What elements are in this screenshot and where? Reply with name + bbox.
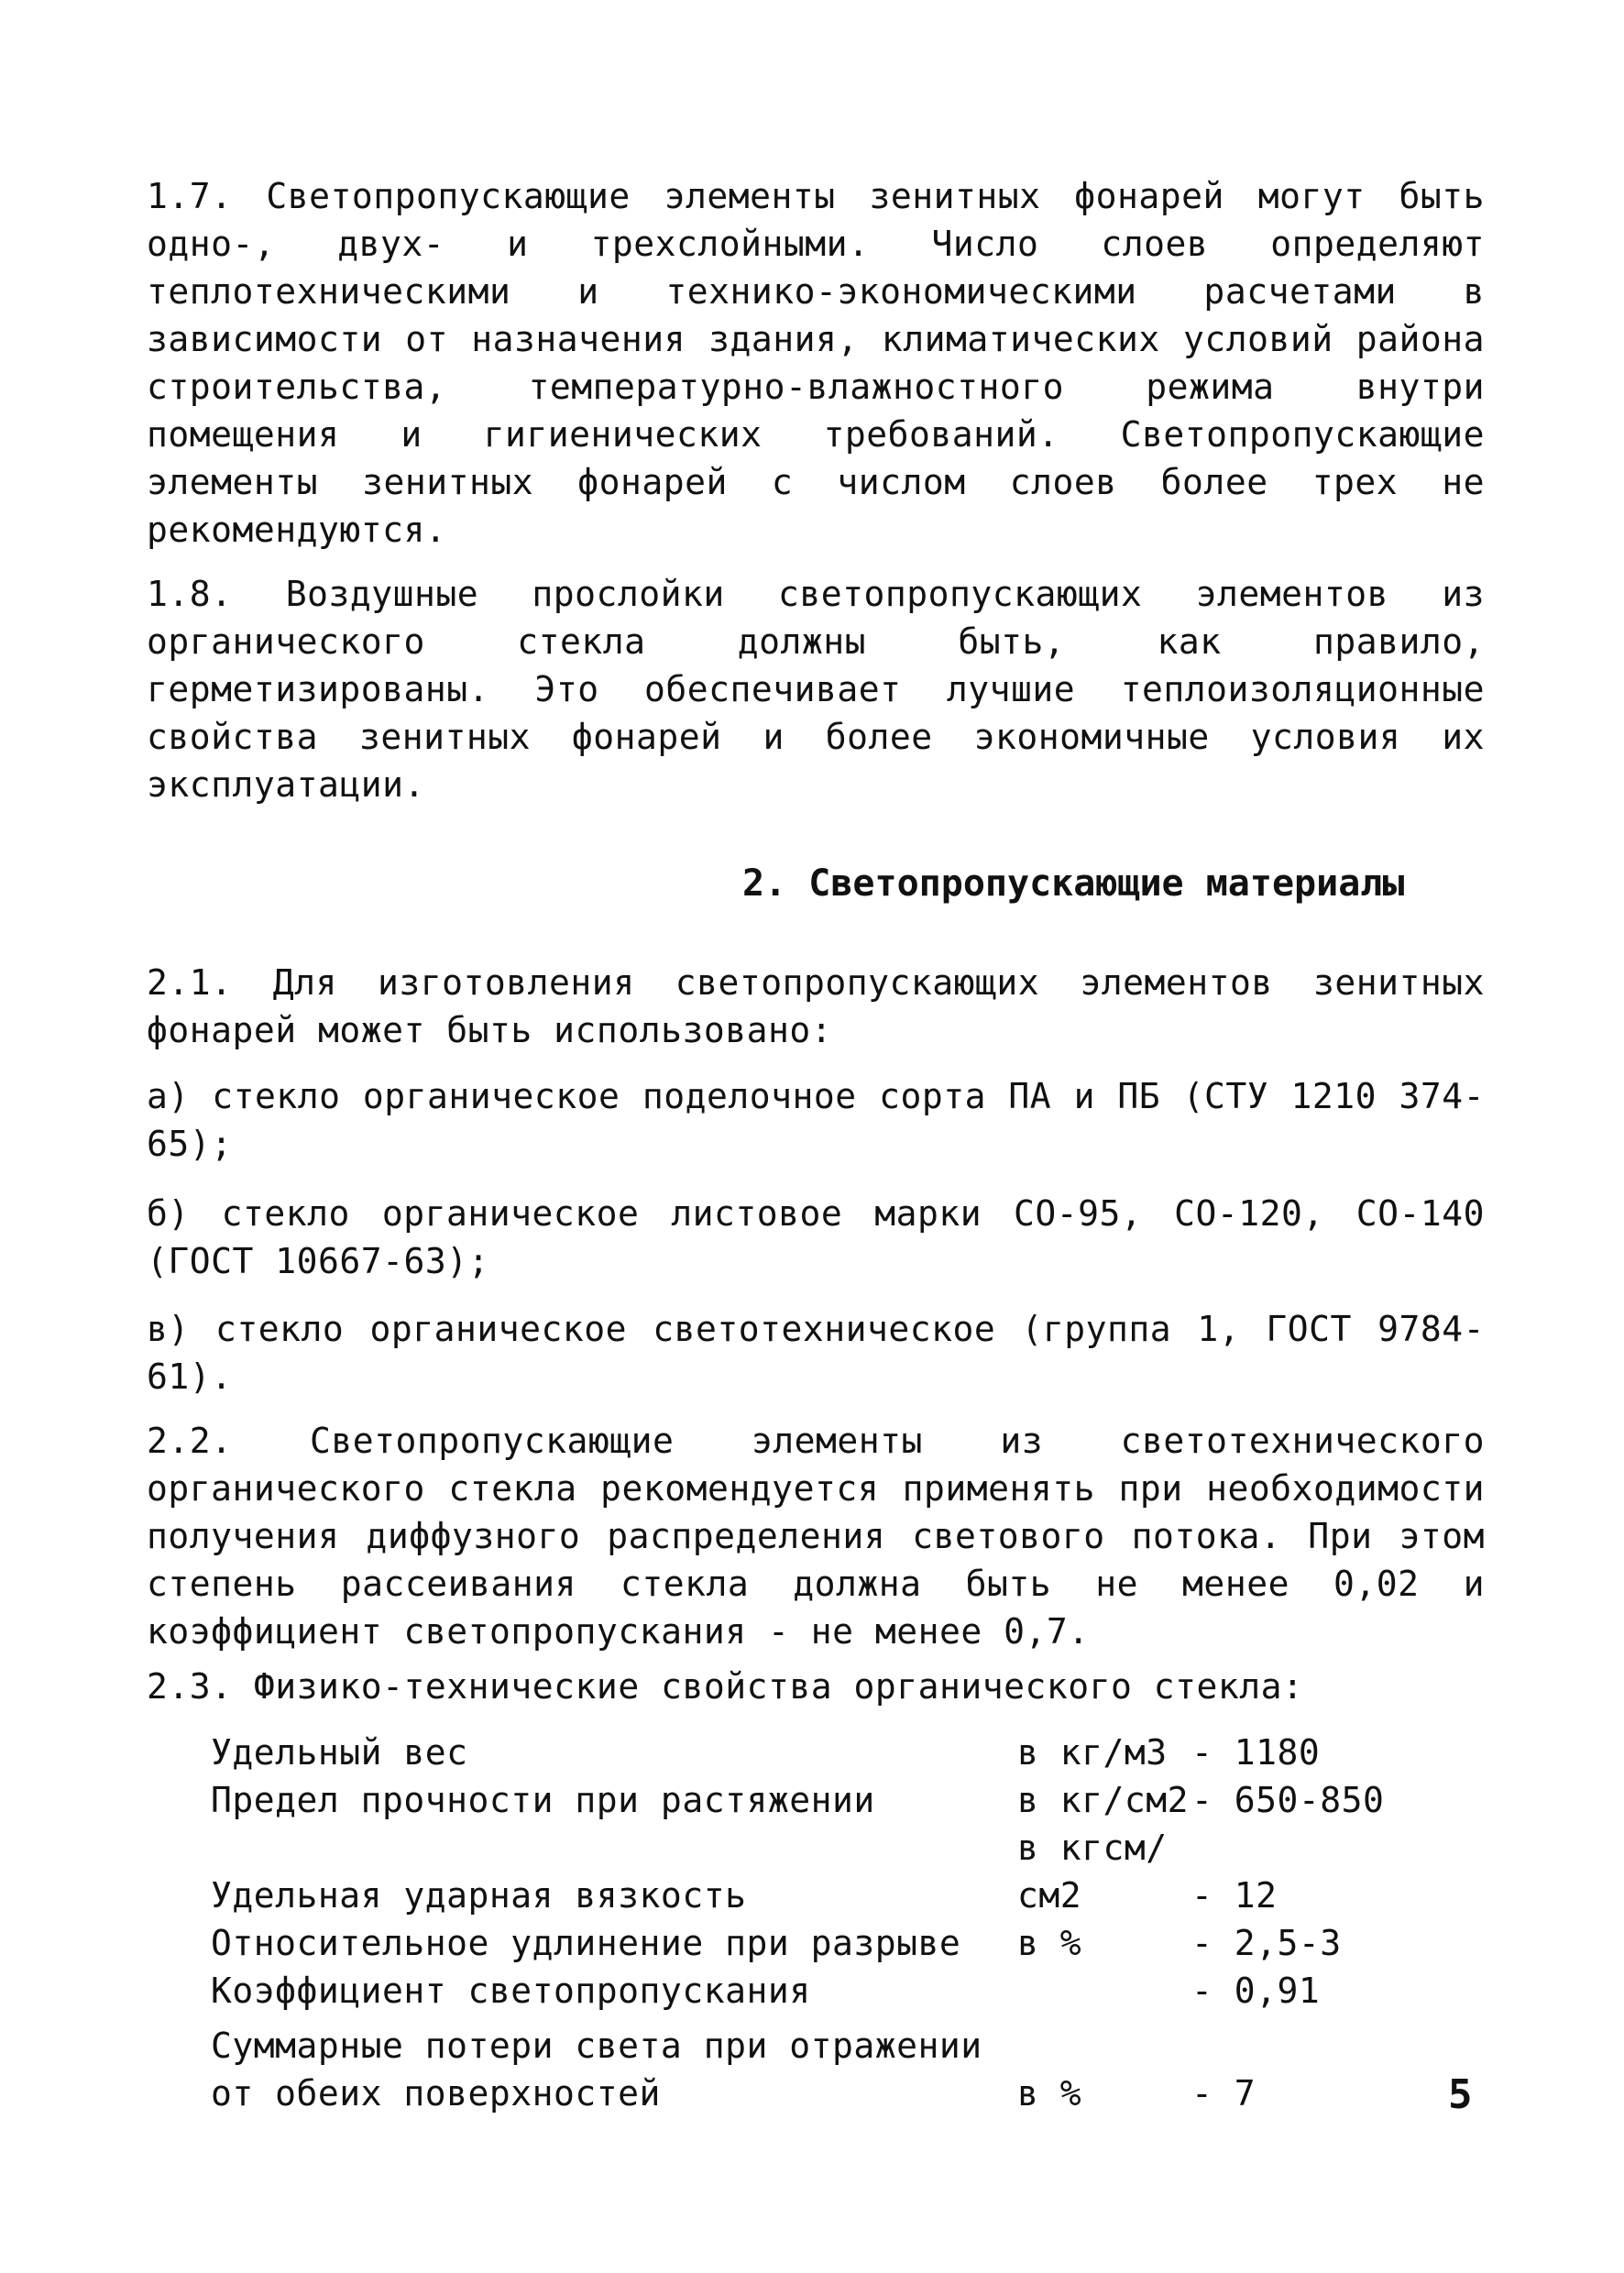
paragraph-2-2: 2.2. Светопропускающие элементы из светотехнического органического стекла рекомендуется применять при необходимости получения диффузного распределения светового потока. При этом степень рассеивания стекла должна быть не менее 0,02 и коэффициент светопропускания - не менее 0,7. [147,1421,1485,1652]
property-unit: в кгсм/см2 [1017,1828,1168,1916]
paragraph-2-1-a: а) стекло органическое поделочное сорта ПА и ПБ (СТУ 1210 374-65); [147,1076,1485,1164]
property-unit: в % [1017,2073,1082,2114]
paragraph-2-3: 2.3. Физико-технические свойства органического стекла: [147,1666,1304,1707]
property-value: - 0,91 [1191,1971,1321,2011]
table-row [211,1729,1430,1776]
property-name: Удельная ударная вязкость [211,1875,747,1916]
property-name: Относительное удлинение при разрыве [211,1923,961,1963]
paragraph-2-1: 2.1. Для изготовления светопропускающих элементов зенитных фонарей может быть использовано: [147,962,1485,1050]
properties-table [211,1729,1430,2117]
property-value: - 1180 [1191,1732,1321,1773]
paragraph-1-8: 1.8. Воздушные прослойки светопропускающих элементов из органического стекла должны быть, как правило, герметизированы. Это обеспечивает лучшие теплоизоляционные свойства зенитных фонарей и более экономичные условия их эксплуатации. [147,574,1485,805]
paragraph-1-7: 1.7. Светопропускающие элементы зенитных фонарей могут быть одно-, двух- и трехслойными. Число слоев определяют теплотехническими и технико-экономическими расчетами в зависимости от назначения здания, климатических условий района строительства, температурно-влажностного режима внутри помещения и гигиенических требований. Светопропускающие элементы зенитных фонарей с числом слоев более трех не рекомендуются. [147,176,1485,550]
table-row [211,1776,1430,1824]
table-row [211,1919,1430,1967]
property-unit: в % [1017,1923,1082,1963]
property-value: - 2,5-3 [1191,1923,1342,1963]
table-row [211,1967,1430,2015]
property-name: Удельный вес [211,1732,468,1773]
paragraph-2-1-b: б) стекло органическое листовое марки СО-95, СО-120, СО-140 (ГОСТ 10667-63); [147,1193,1485,1281]
property-value: - 650-850 [1191,1780,1385,1820]
property-name: Предел прочности при растяжении [211,1780,875,1820]
table-row [211,2015,1430,2117]
page-number: 5 [1448,2071,1473,2118]
property-name: Коэффициент светопропускания [211,1971,811,2011]
paragraph-2-1-v: в) стекло органическое светотехническое (группа 1, ГОСТ 9784-61). [147,1309,1485,1397]
property-name: Суммарные потери света при отражении от обеих поверхностей [211,2026,982,2114]
table-row [211,1824,1430,1919]
property-unit: в кг/м3 [1017,1732,1168,1773]
property-unit [1017,1967,1191,2015]
property-value: - 12 [1191,1875,1278,1916]
section-2-heading: 2. Светопропускающие материалы [742,862,1405,905]
property-value: - 7 [1191,2073,1256,2114]
property-unit: в кг/см2 [1017,1780,1190,1820]
